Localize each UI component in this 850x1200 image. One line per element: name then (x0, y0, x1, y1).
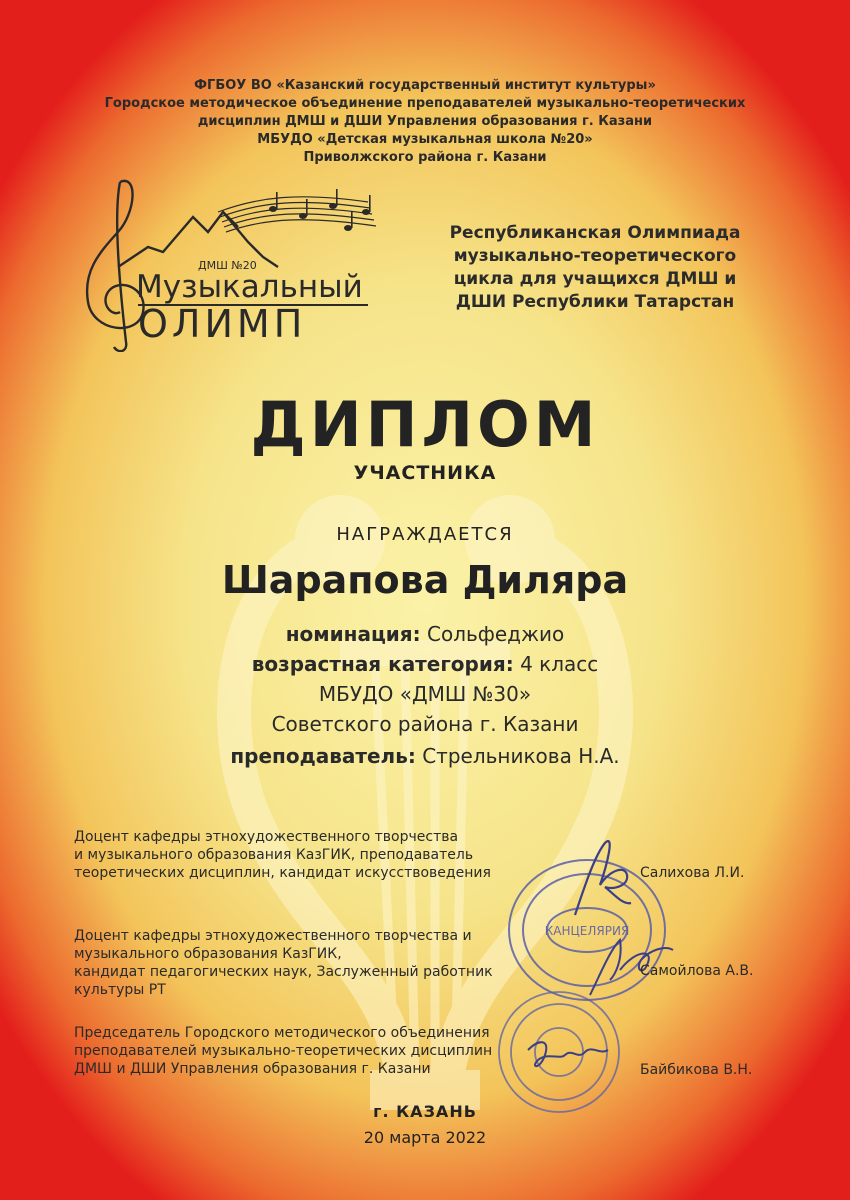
signature-3-line-3: ДМШ и ДШИ Управления образования г. Казани (74, 1061, 431, 1077)
header-line-3: дисциплин ДМШ и ДШИ Управления образования г. Казани (197, 114, 653, 129)
olympiad-line-2: музыкально-теоретического (453, 246, 737, 266)
header-line-2: Городское методическое объединение преподавателей музыкально-теоретических (104, 96, 746, 111)
treble-clef-icon (87, 181, 144, 351)
olympiad-line-4: ДШИ Республики Татарстан (455, 292, 735, 312)
district-line: Советского района г. Казани (271, 712, 579, 736)
signature-1-name: Салихова Л.И. (640, 865, 745, 881)
musical-olymp-logo (48, 172, 388, 352)
signature-3-line-2: преподавателей музыкально-теоретических дисциплин (74, 1043, 493, 1059)
signature-block-2 (74, 927, 554, 999)
signature-3-name: Байбикова В.Н. (640, 1062, 753, 1078)
teacher-label: преподаватель: (230, 744, 416, 768)
header-line-4: МБУДО «Детская музыкальная школа №20» (257, 132, 593, 147)
signature-salikhova (545, 835, 635, 920)
recipient-name: Шарапова Диляра (221, 558, 629, 602)
olympiad-line-1: Республиканская Олимпиада (449, 223, 741, 243)
header-line-1: ФГБОУ ВО «Казанский государственный институт культуры» (194, 78, 656, 93)
age-category-label: возрастная категория: (251, 652, 514, 676)
teacher-line (0, 742, 850, 770)
signature-block-1 (74, 828, 554, 882)
nomination-label: номинация: (285, 622, 421, 646)
signature-1-line-1: Доцент кафедры этнохудожественного творчества (74, 829, 459, 845)
olympiad-line-3: цикла для учащихся ДМШ и (453, 269, 737, 289)
header-line-5: Приволжского района г. Казани (303, 150, 547, 165)
signature-2-line-3: кандидат педагогических наук, Заслуженный работник культуры РТ (74, 964, 493, 998)
signature-1-line-3: теоретических дисциплин, кандидат искусствоведения (74, 865, 491, 881)
diploma-subtitle: УЧАСТНИКА (353, 462, 497, 484)
date: 20 марта 2022 (363, 1128, 487, 1147)
stamp-chancellery-text: КАНЦЕЛЯРИЯ (544, 924, 630, 938)
nomination-line (0, 620, 850, 648)
nomination-value: Сольфеджио (427, 622, 565, 646)
signature-2-line-1: Доцент кафедры этнохудожественного творчества и (74, 928, 472, 944)
signature-3-line-1: Председатель Городского методического объединения (74, 1025, 490, 1041)
age-category-line (0, 650, 850, 678)
signature-2-line-2: музыкального образования КазГИК, (74, 946, 342, 962)
signature-2-name: Самойлова А.В. (640, 963, 754, 979)
age-category-value: 4 класс (520, 652, 599, 676)
logo-school: ДМШ №20 (198, 259, 257, 272)
city: г. КАЗАНЬ (373, 1102, 477, 1121)
school-line: МБУДО «ДМШ №30» (318, 682, 532, 706)
signature-block-3 (74, 1024, 554, 1078)
olympiad-title (405, 222, 785, 314)
awarded-label: НАГРАЖДАЕТСЯ (336, 524, 514, 545)
signature-1-line-2: и музыкального образования КазГИК, преподаватель (74, 847, 474, 863)
diploma-title: ДИПЛОМ (250, 388, 600, 461)
logo-word-1: Музыкальный (136, 269, 363, 305)
teacher-value: Стрельникова Н.А. (422, 744, 620, 768)
logo-word-2: ОЛИМП (138, 302, 307, 346)
